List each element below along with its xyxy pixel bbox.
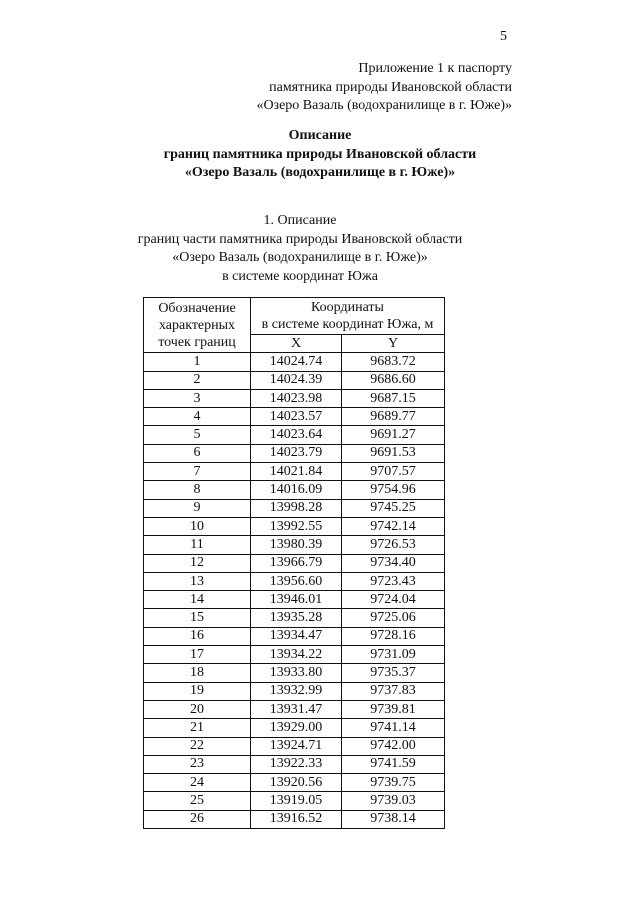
table-row <box>144 792 445 810</box>
header-text: в системе координат Южа, м <box>261 317 434 332</box>
point-number: 19 <box>144 682 251 700</box>
point-number: 21 <box>144 719 251 737</box>
table-row <box>144 499 445 517</box>
y-value: 9686.60 <box>342 371 445 389</box>
x-value: 13924.71 <box>251 737 342 755</box>
x-value: 13919.05 <box>251 792 342 810</box>
table-row <box>144 682 445 700</box>
point-number: 6 <box>144 444 251 462</box>
table-row <box>144 536 445 554</box>
table-row <box>144 591 445 609</box>
x-value: 13932.99 <box>251 682 342 700</box>
page-number: 5 <box>500 29 507 44</box>
table-row <box>144 664 445 682</box>
table-row <box>144 627 445 645</box>
point-number: 15 <box>144 609 251 627</box>
title-line: границ памятника природы Ивановской области <box>163 146 477 162</box>
section-line: границ части памятника природы Ивановской области <box>137 231 463 247</box>
header-y: Y <box>342 335 445 353</box>
x-value: 14023.98 <box>251 389 342 407</box>
table-row <box>144 408 445 426</box>
point-number: 17 <box>144 646 251 664</box>
y-value: 9741.14 <box>342 719 445 737</box>
header-text: точек границ <box>158 334 236 350</box>
x-value: 13966.79 <box>251 554 342 572</box>
coordinates-table <box>143 297 445 829</box>
point-number: 5 <box>144 426 251 444</box>
table-row <box>144 646 445 664</box>
y-value: 9737.83 <box>342 682 445 700</box>
y-value: 9691.27 <box>342 426 445 444</box>
annex-header <box>256 60 512 116</box>
x-value: 13956.60 <box>251 572 342 590</box>
point-number: 23 <box>144 755 251 773</box>
x-value: 13935.28 <box>251 609 342 627</box>
y-value: 9731.09 <box>342 646 445 664</box>
x-value: 13992.55 <box>251 517 342 535</box>
y-value: 9687.15 <box>342 389 445 407</box>
header-x: X <box>251 335 342 353</box>
table-row <box>144 572 445 590</box>
x-value: 14023.79 <box>251 444 342 462</box>
table-row <box>144 389 445 407</box>
point-number: 4 <box>144 408 251 426</box>
section-line: в системе координат Южа <box>222 268 378 284</box>
table-row <box>144 737 445 755</box>
x-value: 14021.84 <box>251 463 342 481</box>
y-value: 9739.75 <box>342 774 445 792</box>
table-row <box>144 700 445 718</box>
y-value: 9726.53 <box>342 536 445 554</box>
table-row <box>144 719 445 737</box>
annex-line: памятника природы Ивановской области <box>269 79 512 95</box>
point-number: 12 <box>144 554 251 572</box>
table-row <box>144 609 445 627</box>
point-number: 8 <box>144 481 251 499</box>
title-line: Описание <box>288 128 352 143</box>
x-value: 13929.00 <box>251 719 342 737</box>
header-point-designation <box>144 298 251 353</box>
x-value: 14024.74 <box>251 353 342 371</box>
y-value: 9738.14 <box>342 810 445 828</box>
table-row <box>144 517 445 535</box>
y-value: 9728.16 <box>342 627 445 645</box>
x-value: 13934.47 <box>251 627 342 645</box>
y-value: 9741.59 <box>342 755 445 773</box>
point-number: 7 <box>144 463 251 481</box>
x-value: 14024.39 <box>251 371 342 389</box>
point-number: 14 <box>144 591 251 609</box>
point-number: 20 <box>144 700 251 718</box>
point-number: 26 <box>144 810 251 828</box>
y-value: 9683.72 <box>342 353 445 371</box>
x-value: 14016.09 <box>251 481 342 499</box>
x-value: 13998.28 <box>251 499 342 517</box>
header-text: Обозначение <box>158 300 236 316</box>
x-value: 13920.56 <box>251 774 342 792</box>
table-row <box>144 426 445 444</box>
y-value: 9745.25 <box>342 499 445 517</box>
point-number: 22 <box>144 737 251 755</box>
y-value: 9689.77 <box>342 408 445 426</box>
table-row <box>144 353 445 371</box>
y-value: 9739.03 <box>342 792 445 810</box>
table-row <box>144 371 445 389</box>
x-value: 13922.33 <box>251 755 342 773</box>
table-row <box>144 554 445 572</box>
annex-line: «Озеро Вазаль (водохранилище в г. Юже)» <box>256 98 512 113</box>
section-line: 1. Описание <box>263 213 337 228</box>
point-number: 10 <box>144 517 251 535</box>
point-number: 25 <box>144 792 251 810</box>
x-value: 13933.80 <box>251 664 342 682</box>
table-row <box>144 774 445 792</box>
y-value: 9725.06 <box>342 609 445 627</box>
y-value: 9742.14 <box>342 517 445 535</box>
point-number: 24 <box>144 774 251 792</box>
x-value: 13934.22 <box>251 646 342 664</box>
y-value: 9691.53 <box>342 444 445 462</box>
point-number: 2 <box>144 371 251 389</box>
x-value: 14023.64 <box>251 426 342 444</box>
y-value: 9707.57 <box>342 463 445 481</box>
point-number: 18 <box>144 664 251 682</box>
point-number: 16 <box>144 627 251 645</box>
x-value: 13946.01 <box>251 591 342 609</box>
point-number: 11 <box>144 536 251 554</box>
x-value: 13980.39 <box>251 536 342 554</box>
section-line: «Озеро Вазаль (водохранилище в г. Юже)» <box>172 250 428 265</box>
x-value: 13916.52 <box>251 810 342 828</box>
table-row <box>144 444 445 462</box>
table-row <box>144 810 445 828</box>
document-title <box>0 127 640 183</box>
y-value: 9735.37 <box>342 664 445 682</box>
point-number: 9 <box>144 499 251 517</box>
title-line: «Озеро Вазаль (водохранилище в г. Юже)» <box>184 165 456 180</box>
header-text: характерных <box>158 317 236 333</box>
y-value: 9754.96 <box>342 481 445 499</box>
y-value: 9734.40 <box>342 554 445 572</box>
table-row <box>144 463 445 481</box>
header-coordinates <box>251 298 445 335</box>
y-value: 9724.04 <box>342 591 445 609</box>
annex-line: Приложение 1 к паспорту <box>358 61 512 76</box>
y-value: 9739.81 <box>342 700 445 718</box>
x-value: 13931.47 <box>251 700 342 718</box>
y-value: 9742.00 <box>342 737 445 755</box>
table-row <box>144 481 445 499</box>
table-row <box>144 755 445 773</box>
header-text: Координаты <box>311 300 384 315</box>
point-number: 13 <box>144 572 251 590</box>
y-value: 9723.43 <box>342 572 445 590</box>
point-number: 3 <box>144 389 251 407</box>
section-heading <box>0 212 600 286</box>
point-number: 1 <box>144 353 251 371</box>
x-value: 14023.57 <box>251 408 342 426</box>
